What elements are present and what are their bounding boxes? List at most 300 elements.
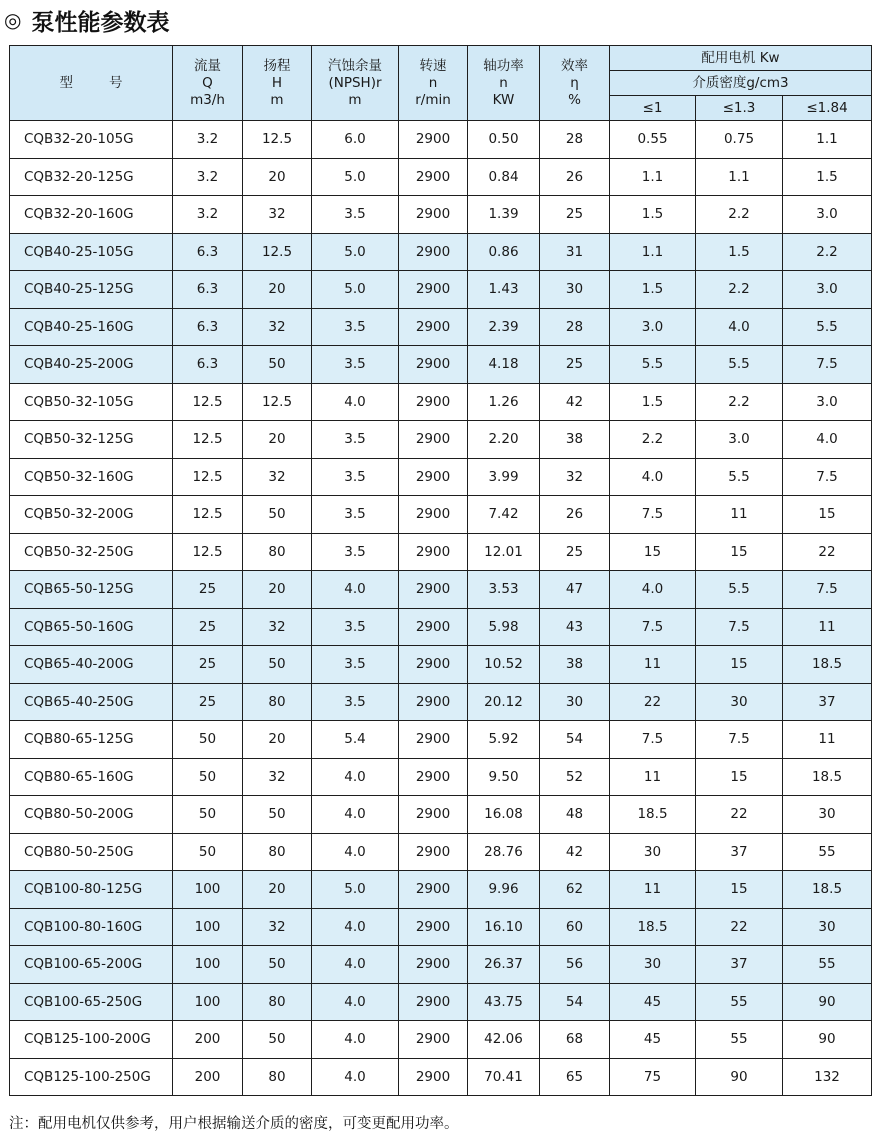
cell-flow: 50 xyxy=(173,796,243,834)
cell-motor-density-1: 30 xyxy=(610,946,696,984)
cell-npsh: 4.0 xyxy=(312,758,399,796)
cell-motor-density-1: 18.5 xyxy=(610,908,696,946)
cell-speed: 2900 xyxy=(399,871,468,909)
cell-motor-density-1-84: 30 xyxy=(783,908,872,946)
cell-speed: 2900 xyxy=(399,458,468,496)
cell-head: 80 xyxy=(243,1058,312,1096)
table-row xyxy=(10,946,872,984)
cell-head: 20 xyxy=(243,158,312,196)
cell-efficiency: 26 xyxy=(540,158,610,196)
cell-efficiency: 38 xyxy=(540,646,610,684)
cell-motor-density-1-3: 1.1 xyxy=(696,158,783,196)
cell-motor-density-1: 75 xyxy=(610,1058,696,1096)
cell-model: CQB50-32-250G xyxy=(10,533,173,571)
cell-head: 20 xyxy=(243,571,312,609)
cell-motor-density-1: 1.1 xyxy=(610,158,696,196)
cell-efficiency: 28 xyxy=(540,121,610,159)
cell-speed: 2900 xyxy=(399,646,468,684)
cell-motor-density-1: 22 xyxy=(610,683,696,721)
table-row xyxy=(10,196,872,234)
cell-motor-density-1: 1.5 xyxy=(610,196,696,234)
cell-motor-density-1-3: 3.0 xyxy=(696,421,783,459)
cell-flow: 6.3 xyxy=(173,271,243,309)
cell-speed: 2900 xyxy=(399,908,468,946)
cell-flow: 25 xyxy=(173,608,243,646)
cell-speed: 2900 xyxy=(399,533,468,571)
cell-motor-density-1-3: 5.5 xyxy=(696,458,783,496)
cell-shaft-power: 70.41 xyxy=(468,1058,540,1096)
cell-motor-density-1-3: 22 xyxy=(696,796,783,834)
cell-efficiency: 52 xyxy=(540,758,610,796)
cell-motor-density-1: 1.5 xyxy=(610,383,696,421)
cell-motor-density-1: 11 xyxy=(610,758,696,796)
table-row xyxy=(10,458,872,496)
cell-flow: 200 xyxy=(173,1021,243,1059)
cell-shaft-power: 2.20 xyxy=(468,421,540,459)
cell-npsh: 3.5 xyxy=(312,683,399,721)
cell-motor-density-1: 4.0 xyxy=(610,571,696,609)
cell-model: CQB80-65-125G xyxy=(10,721,173,759)
cell-motor-density-1-84: 90 xyxy=(783,1021,872,1059)
cell-speed: 2900 xyxy=(399,383,468,421)
table-row xyxy=(10,1058,872,1096)
cell-head: 50 xyxy=(243,796,312,834)
cell-motor-density-1-3: 15 xyxy=(696,646,783,684)
cell-motor-density-1-3: 15 xyxy=(696,871,783,909)
header-density-1-84: ≤1.84 xyxy=(783,96,872,121)
cell-motor-density-1: 45 xyxy=(610,1021,696,1059)
cell-shaft-power: 5.98 xyxy=(468,608,540,646)
cell-motor-density-1-84: 22 xyxy=(783,533,872,571)
table-row xyxy=(10,796,872,834)
cell-efficiency: 65 xyxy=(540,1058,610,1096)
cell-motor-density-1: 7.5 xyxy=(610,496,696,534)
table-row xyxy=(10,758,872,796)
cell-efficiency: 56 xyxy=(540,946,610,984)
cell-efficiency: 30 xyxy=(540,271,610,309)
cell-model: CQB32-20-160G xyxy=(10,196,173,234)
cell-motor-density-1-84: 2.2 xyxy=(783,233,872,271)
cell-head: 32 xyxy=(243,758,312,796)
cell-npsh: 4.0 xyxy=(312,796,399,834)
cell-motor-density-1: 11 xyxy=(610,871,696,909)
cell-npsh: 3.5 xyxy=(312,421,399,459)
cell-npsh: 4.0 xyxy=(312,1021,399,1059)
cell-npsh: 3.5 xyxy=(312,196,399,234)
cell-shaft-power: 4.18 xyxy=(468,346,540,384)
cell-head: 20 xyxy=(243,421,312,459)
cell-model: CQB125-100-250G xyxy=(10,1058,173,1096)
table-row xyxy=(10,233,872,271)
cell-motor-density-1-3: 22 xyxy=(696,908,783,946)
cell-efficiency: 28 xyxy=(540,308,610,346)
cell-flow: 6.3 xyxy=(173,233,243,271)
cell-motor-density-1-3: 5.5 xyxy=(696,571,783,609)
cell-efficiency: 47 xyxy=(540,571,610,609)
cell-motor-density-1-84: 3.0 xyxy=(783,196,872,234)
cell-shaft-power: 9.96 xyxy=(468,871,540,909)
cell-motor-density-1: 45 xyxy=(610,983,696,1021)
cell-head: 80 xyxy=(243,833,312,871)
cell-motor-density-1-84: 30 xyxy=(783,796,872,834)
cell-motor-density-1: 7.5 xyxy=(610,721,696,759)
cell-motor-density-1-3: 1.5 xyxy=(696,233,783,271)
cell-motor-density-1-3: 5.5 xyxy=(696,346,783,384)
header-density-1-3: ≤1.3 xyxy=(696,96,783,121)
cell-npsh: 3.5 xyxy=(312,346,399,384)
cell-motor-density-1: 4.0 xyxy=(610,458,696,496)
cell-speed: 2900 xyxy=(399,346,468,384)
cell-shaft-power: 16.10 xyxy=(468,908,540,946)
cell-motor-density-1-84: 4.0 xyxy=(783,421,872,459)
cell-shaft-power: 43.75 xyxy=(468,983,540,1021)
cell-head: 80 xyxy=(243,983,312,1021)
cell-flow: 200 xyxy=(173,1058,243,1096)
cell-motor-density-1: 0.55 xyxy=(610,121,696,159)
page-title-text: 泵性能参数表 xyxy=(31,9,170,36)
cell-speed: 2900 xyxy=(399,121,468,159)
cell-npsh: 5.4 xyxy=(312,721,399,759)
cell-head: 32 xyxy=(243,308,312,346)
cell-motor-density-1-3: 4.0 xyxy=(696,308,783,346)
cell-shaft-power: 3.99 xyxy=(468,458,540,496)
cell-npsh: 4.0 xyxy=(312,383,399,421)
footnote: 注：配用电机仅供参考，用户根据输送介质的密度，可变更配用功率。 xyxy=(9,1116,459,1132)
cell-speed: 2900 xyxy=(399,833,468,871)
cell-motor-density-1-84: 55 xyxy=(783,946,872,984)
cell-flow: 100 xyxy=(173,908,243,946)
cell-head: 50 xyxy=(243,1021,312,1059)
table-row xyxy=(10,346,872,384)
cell-motor-density-1-3: 37 xyxy=(696,833,783,871)
cell-motor-density-1-84: 55 xyxy=(783,833,872,871)
table-row xyxy=(10,683,872,721)
table-row xyxy=(10,871,872,909)
cell-flow: 100 xyxy=(173,871,243,909)
cell-motor-density-1-3: 11 xyxy=(696,496,783,534)
table-row xyxy=(10,833,872,871)
cell-model: CQB50-32-125G xyxy=(10,421,173,459)
pump-performance-table xyxy=(9,45,872,1096)
cell-shaft-power: 20.12 xyxy=(468,683,540,721)
page-title xyxy=(4,4,169,36)
cell-motor-density-1-3: 15 xyxy=(696,533,783,571)
cell-motor-density-1-84: 1.1 xyxy=(783,121,872,159)
cell-flow: 25 xyxy=(173,683,243,721)
cell-efficiency: 48 xyxy=(540,796,610,834)
cell-speed: 2900 xyxy=(399,608,468,646)
cell-motor-density-1-3: 7.5 xyxy=(696,608,783,646)
cell-speed: 2900 xyxy=(399,233,468,271)
cell-speed: 2900 xyxy=(399,496,468,534)
cell-flow: 50 xyxy=(173,833,243,871)
cell-motor-density-1: 5.5 xyxy=(610,346,696,384)
cell-model: CQB80-65-160G xyxy=(10,758,173,796)
header-efficiency: 效率 η % xyxy=(540,46,610,121)
cell-flow: 3.2 xyxy=(173,121,243,159)
cell-head: 32 xyxy=(243,908,312,946)
cell-shaft-power: 28.76 xyxy=(468,833,540,871)
cell-npsh: 4.0 xyxy=(312,983,399,1021)
table-row xyxy=(10,496,872,534)
header-speed: 转速 n r/min xyxy=(399,46,468,121)
cell-head: 32 xyxy=(243,608,312,646)
cell-npsh: 5.0 xyxy=(312,158,399,196)
cell-model: CQB100-65-200G xyxy=(10,946,173,984)
table-row xyxy=(10,571,872,609)
cell-shaft-power: 5.92 xyxy=(468,721,540,759)
cell-speed: 2900 xyxy=(399,158,468,196)
table-row xyxy=(10,421,872,459)
cell-motor-density-1: 18.5 xyxy=(610,796,696,834)
cell-flow: 3.2 xyxy=(173,196,243,234)
cell-speed: 2900 xyxy=(399,271,468,309)
cell-motor-density-1-84: 11 xyxy=(783,608,872,646)
cell-shaft-power: 16.08 xyxy=(468,796,540,834)
cell-model: CQB40-25-160G xyxy=(10,308,173,346)
cell-speed: 2900 xyxy=(399,721,468,759)
cell-motor-density-1: 1.1 xyxy=(610,233,696,271)
header-density: 介质密度g/cm3 xyxy=(610,71,872,96)
cell-speed: 2900 xyxy=(399,683,468,721)
cell-motor-density-1: 1.5 xyxy=(610,271,696,309)
cell-shaft-power: 26.37 xyxy=(468,946,540,984)
cell-head: 32 xyxy=(243,196,312,234)
cell-efficiency: 43 xyxy=(540,608,610,646)
header-motor: 配用电机 Kw xyxy=(610,46,872,71)
cell-head: 50 xyxy=(243,946,312,984)
cell-shaft-power: 1.43 xyxy=(468,271,540,309)
table-row xyxy=(10,533,872,571)
cell-speed: 2900 xyxy=(399,1021,468,1059)
cell-efficiency: 54 xyxy=(540,983,610,1021)
cell-npsh: 3.5 xyxy=(312,608,399,646)
cell-model: CQB40-25-105G xyxy=(10,233,173,271)
cell-npsh: 4.0 xyxy=(312,571,399,609)
cell-flow: 12.5 xyxy=(173,496,243,534)
cell-motor-density-1: 30 xyxy=(610,833,696,871)
cell-motor-density-1-84: 18.5 xyxy=(783,646,872,684)
table-row xyxy=(10,646,872,684)
cell-flow: 3.2 xyxy=(173,158,243,196)
cell-motor-density-1: 2.2 xyxy=(610,421,696,459)
header-density-1: ≤1 xyxy=(610,96,696,121)
cell-model: CQB100-80-125G xyxy=(10,871,173,909)
header-flow: 流量 Q m3/h xyxy=(173,46,243,121)
cell-motor-density-1-3: 37 xyxy=(696,946,783,984)
cell-head: 12.5 xyxy=(243,233,312,271)
cell-model: CQB40-25-125G xyxy=(10,271,173,309)
cell-flow: 12.5 xyxy=(173,383,243,421)
cell-motor-density-1-3: 2.2 xyxy=(696,196,783,234)
cell-flow: 50 xyxy=(173,721,243,759)
cell-head: 32 xyxy=(243,458,312,496)
cell-motor-density-1-84: 11 xyxy=(783,721,872,759)
cell-efficiency: 25 xyxy=(540,196,610,234)
table-row xyxy=(10,308,872,346)
cell-motor-density-1-3: 0.75 xyxy=(696,121,783,159)
cell-head: 20 xyxy=(243,871,312,909)
cell-head: 80 xyxy=(243,533,312,571)
cell-head: 50 xyxy=(243,346,312,384)
table-row xyxy=(10,721,872,759)
cell-shaft-power: 12.01 xyxy=(468,533,540,571)
cell-head: 80 xyxy=(243,683,312,721)
header-model: 型 号 xyxy=(10,46,173,121)
cell-shaft-power: 7.42 xyxy=(468,496,540,534)
table-row xyxy=(10,608,872,646)
circle-mark-icon: ◎ xyxy=(4,8,22,32)
cell-speed: 2900 xyxy=(399,758,468,796)
table-row xyxy=(10,121,872,159)
cell-shaft-power: 42.06 xyxy=(468,1021,540,1059)
cell-model: CQB50-32-105G xyxy=(10,383,173,421)
cell-efficiency: 62 xyxy=(540,871,610,909)
cell-motor-density-1-84: 7.5 xyxy=(783,458,872,496)
cell-flow: 100 xyxy=(173,946,243,984)
cell-efficiency: 68 xyxy=(540,1021,610,1059)
cell-motor-density-1-84: 90 xyxy=(783,983,872,1021)
cell-shaft-power: 9.50 xyxy=(468,758,540,796)
cell-efficiency: 25 xyxy=(540,533,610,571)
header-head: 扬程 H m xyxy=(243,46,312,121)
cell-motor-density-1: 11 xyxy=(610,646,696,684)
table-row xyxy=(10,983,872,1021)
cell-model: CQB50-32-200G xyxy=(10,496,173,534)
cell-speed: 2900 xyxy=(399,571,468,609)
cell-motor-density-1-3: 2.2 xyxy=(696,271,783,309)
cell-model: CQB32-20-105G xyxy=(10,121,173,159)
cell-efficiency: 38 xyxy=(540,421,610,459)
cell-motor-density-1: 7.5 xyxy=(610,608,696,646)
cell-motor-density-1-84: 5.5 xyxy=(783,308,872,346)
cell-npsh: 3.5 xyxy=(312,533,399,571)
cell-motor-density-1-84: 1.5 xyxy=(783,158,872,196)
cell-motor-density-1-3: 7.5 xyxy=(696,721,783,759)
header-shaft-power: 轴功率 n KW xyxy=(468,46,540,121)
cell-motor-density-1-84: 7.5 xyxy=(783,346,872,384)
cell-head: 20 xyxy=(243,721,312,759)
cell-shaft-power: 1.26 xyxy=(468,383,540,421)
cell-shaft-power: 3.53 xyxy=(468,571,540,609)
cell-motor-density-1: 3.0 xyxy=(610,308,696,346)
cell-motor-density-1-84: 132 xyxy=(783,1058,872,1096)
cell-npsh: 4.0 xyxy=(312,908,399,946)
cell-motor-density-1-84: 3.0 xyxy=(783,383,872,421)
cell-efficiency: 60 xyxy=(540,908,610,946)
cell-model: CQB32-20-125G xyxy=(10,158,173,196)
cell-npsh: 5.0 xyxy=(312,871,399,909)
cell-model: CQB65-50-160G xyxy=(10,608,173,646)
cell-model: CQB80-50-200G xyxy=(10,796,173,834)
cell-speed: 2900 xyxy=(399,1058,468,1096)
cell-motor-density-1-3: 55 xyxy=(696,1021,783,1059)
header-npsh: 汽蚀余量 (NPSH)r m xyxy=(312,46,399,121)
cell-speed: 2900 xyxy=(399,196,468,234)
cell-npsh: 4.0 xyxy=(312,1058,399,1096)
cell-head: 20 xyxy=(243,271,312,309)
cell-efficiency: 42 xyxy=(540,833,610,871)
cell-motor-density-1-3: 15 xyxy=(696,758,783,796)
cell-shaft-power: 0.50 xyxy=(468,121,540,159)
cell-motor-density-1: 15 xyxy=(610,533,696,571)
cell-motor-density-1-3: 90 xyxy=(696,1058,783,1096)
cell-motor-density-1-3: 2.2 xyxy=(696,383,783,421)
cell-speed: 2900 xyxy=(399,796,468,834)
cell-flow: 6.3 xyxy=(173,346,243,384)
cell-npsh: 6.0 xyxy=(312,121,399,159)
cell-motor-density-1-84: 3.0 xyxy=(783,271,872,309)
cell-npsh: 4.0 xyxy=(312,833,399,871)
cell-head: 50 xyxy=(243,496,312,534)
cell-model: CQB100-65-250G xyxy=(10,983,173,1021)
cell-shaft-power: 0.86 xyxy=(468,233,540,271)
cell-motor-density-1-84: 15 xyxy=(783,496,872,534)
cell-motor-density-1-84: 18.5 xyxy=(783,871,872,909)
cell-speed: 2900 xyxy=(399,946,468,984)
cell-flow: 12.5 xyxy=(173,458,243,496)
cell-shaft-power: 1.39 xyxy=(468,196,540,234)
cell-npsh: 3.5 xyxy=(312,646,399,684)
cell-flow: 50 xyxy=(173,758,243,796)
cell-efficiency: 42 xyxy=(540,383,610,421)
table-row xyxy=(10,1021,872,1059)
cell-npsh: 3.5 xyxy=(312,308,399,346)
cell-speed: 2900 xyxy=(399,421,468,459)
table-row xyxy=(10,271,872,309)
cell-npsh: 3.5 xyxy=(312,458,399,496)
cell-flow: 25 xyxy=(173,571,243,609)
cell-flow: 25 xyxy=(173,646,243,684)
cell-model: CQB125-100-200G xyxy=(10,1021,173,1059)
cell-efficiency: 32 xyxy=(540,458,610,496)
cell-model: CQB80-50-250G xyxy=(10,833,173,871)
cell-npsh: 5.0 xyxy=(312,271,399,309)
cell-head: 50 xyxy=(243,646,312,684)
table-body xyxy=(10,121,872,1096)
table-row xyxy=(10,908,872,946)
cell-npsh: 5.0 xyxy=(312,233,399,271)
cell-flow: 6.3 xyxy=(173,308,243,346)
cell-efficiency: 26 xyxy=(540,496,610,534)
cell-flow: 12.5 xyxy=(173,533,243,571)
cell-motor-density-1-3: 55 xyxy=(696,983,783,1021)
cell-efficiency: 54 xyxy=(540,721,610,759)
cell-model: CQB65-40-200G xyxy=(10,646,173,684)
cell-model: CQB50-32-160G xyxy=(10,458,173,496)
cell-speed: 2900 xyxy=(399,983,468,1021)
cell-efficiency: 30 xyxy=(540,683,610,721)
cell-model: CQB40-25-200G xyxy=(10,346,173,384)
cell-shaft-power: 0.84 xyxy=(468,158,540,196)
cell-model: CQB65-40-250G xyxy=(10,683,173,721)
cell-shaft-power: 2.39 xyxy=(468,308,540,346)
cell-npsh: 3.5 xyxy=(312,496,399,534)
cell-shaft-power: 10.52 xyxy=(468,646,540,684)
cell-motor-density-1-3: 30 xyxy=(696,683,783,721)
cell-head: 12.5 xyxy=(243,383,312,421)
cell-model: CQB100-80-160G xyxy=(10,908,173,946)
cell-flow: 100 xyxy=(173,983,243,1021)
cell-speed: 2900 xyxy=(399,308,468,346)
cell-motor-density-1-84: 18.5 xyxy=(783,758,872,796)
cell-npsh: 4.0 xyxy=(312,946,399,984)
table-row xyxy=(10,383,872,421)
cell-head: 12.5 xyxy=(243,121,312,159)
cell-motor-density-1-84: 7.5 xyxy=(783,571,872,609)
cell-motor-density-1-84: 37 xyxy=(783,683,872,721)
cell-efficiency: 25 xyxy=(540,346,610,384)
